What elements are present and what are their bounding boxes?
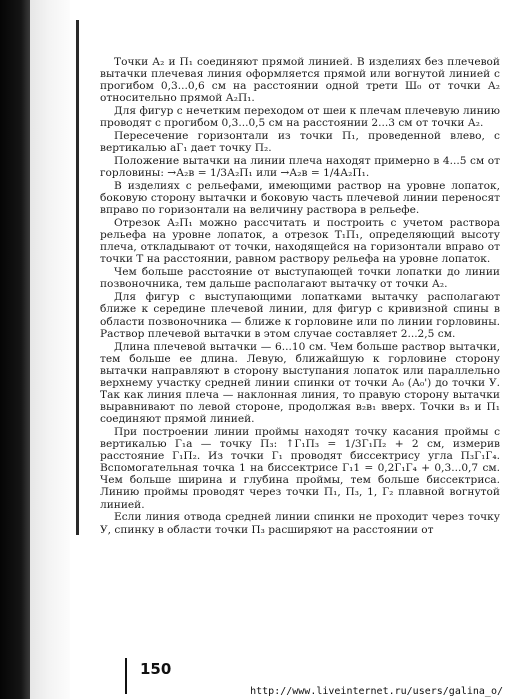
paragraph: Отрезок А₂П₁ можно рассчитать и построить с учетом раствора рельефа на уровне лопаток, а отрезок Т₁П₁, определяющий высоту плеча, откладывают от точки, находящейся на горизонтали вправо от точки Т на расстоянии, равном раствору рельефа на уровне лопаток.	[100, 217, 500, 266]
paragraph: Пересечение горизонтали из точки П₁, проведенной влево, с вертикалью аГ₁ дает точку П₂.	[100, 130, 500, 155]
watermark-url: http://www.liveinternet.ru/users/galina_o/	[250, 686, 503, 697]
page-number-rule	[125, 658, 127, 694]
paragraph: Если линия отвода средней линии спинки не проходит через точку У, спинку в области точки П₃ расширяют на расстоянии от	[100, 511, 500, 536]
paragraph: Точки А₂ и П₁ соединяют прямой линией. В изделиях без плечевой вытачки плечевая линия оформляется прямой или вогнутой линией с прогибом 0,3...0,6 см на расстоянии одной трети Ш₀ от точки А₂ относительно прямой А₂П₁.	[100, 56, 500, 105]
paragraph: При построении линии проймы находят точку касания проймы с вертикалью Г₁а — точку П₃: ↑Г₁П₃ = 1/3Г₁П₂ + 2 см, измерив расстояние Г₁П₂. Из точки Г₁ проводят биссектрису угла П₃Г₁Г₄. Вспомогательная точка 1 на биссектрисе Г₁1 = 0,2Г₁Г₄ + 0,3...0,7 см. Чем больше ширина и глубина проймы, тем больше биссектриса. Линию проймы проводят через точки П₁, П₃, 1, Г₂ плавной вогнутой линией.	[100, 425, 500, 511]
paragraph: Длина плечевой вытачки — 6...10 см. Чем больше раствор вытачки, тем больше ее длина. Левую, ближайшую к горловине сторону вытачки направляют в сторону выступания лопаток или параллельно верхнему участку средней линии спинки от точки А₀ (А₀') до точки У. Так как линия плеча — наклонная линия, то правую сторону вытачки выравнивают по левой стороне, продолжая в₂в₁ вверх. Точки в₃ и П₁ соединяют прямой линией.	[100, 340, 500, 426]
page-gutter	[30, 0, 70, 699]
page-body	[100, 56, 500, 656]
paragraph: Для фигур с выступающими лопатками вытачку располагают ближе к середине плечевой линии, для фигур с кривизной спины в области позвоночника — ближе к горловине или по линии горловины. Раствор плечевой вытачки в этом случае составляет 2...2,5 см.	[100, 291, 500, 340]
paragraph: Для фигур с нечетким переходом от шеи к плечам плечевую линию проводят с прогибом 0,3...0,5 см на расстоянии 2...3 см от точки А₂.	[100, 105, 500, 130]
paragraph: В изделиях с рельефами, имеющими раствор на уровне лопаток, боковую сторону вытачки и боковую часть плечевой линии переносят вправо по горизонтали на величину раствора в рельефе.	[100, 180, 500, 217]
gutter-edge-line	[76, 20, 79, 535]
paragraph: Положение вытачки на линии плеча находят примерно в 4...5 см от горловины: →А₂в = 1/3А₂П₁ или →А₂в = 1/4А₂П₁.	[100, 155, 500, 180]
page-number: 150	[140, 660, 172, 678]
paragraph: Чем больше расстояние от выступающей точки лопатки до линии позвоночника, тем дальше располагают вытачку от точки А₂.	[100, 266, 500, 291]
book-spine-shadow	[0, 0, 30, 699]
